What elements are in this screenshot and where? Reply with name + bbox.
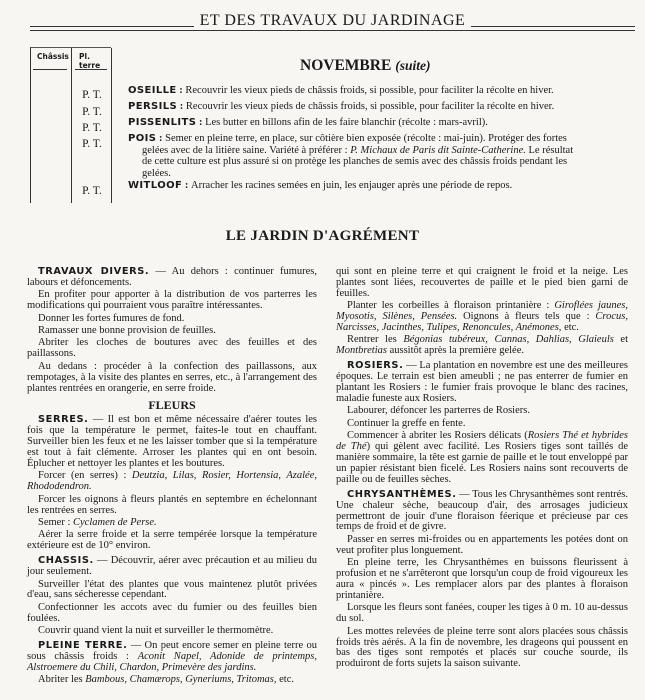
table-header-pleine-terre: Pl. terre [79, 52, 101, 70]
table-cell-pt: P. T. [82, 122, 102, 134]
vegetable-text: Recouvrir les vieux pieds de châssis froids, si possible, pour faciliter la récolte en hiver. [185, 101, 555, 112]
paragraph: En pleine terre, les Chrysanthèmes en buissons fleurissent à profusion et ne s'arrêteront que lorsqu'un coup de froid vigoureux les aura « pincés ». Les remplacer alors par des plantes à floraison printanière. [336, 557, 628, 601]
paragraph: Surveiller l'état des plantes que vous maintenez plutôt privées d'eau, sans sécheresse cependant. [27, 578, 317, 601]
paragraph: Forcer les oignons à fleurs plantés en septembre en échelonnant les rentrées en serres. [27, 493, 317, 516]
vegetable-text: Recouvrir les vieux pieds de châssis froids, si possible, pour faciliter la récolte en hiver. [185, 85, 554, 96]
right-column [336, 267, 628, 672]
left-column [27, 267, 317, 688]
vegetable-text-cont: de cette culture est plus assuré si on protège les planches de semis avec des châssis froids pendant les [142, 156, 568, 167]
header-underline [33, 69, 67, 70]
paragraph: Donner les fortes fumures de fond. [38, 312, 185, 324]
paragraph: Commencer à abriter les Rosiers délicats (Rosiers Thé et hybrides de Thé) qui gèlent avec facilité. Les Rosiers tiges sont taillés de manière sommaire, la tête est garnie de paille et le tout enveloppé par un papier résistant bien ficelé. Les Rosiers nains sont recouverts de paille ou de feuilles sèches. [336, 430, 628, 485]
paragraph: ROSIERS. — La plantation en novembre est une des meilleures époques. Le terrain est bien ameubli ; ne pas enterrer de fumier en plantant les Rosiers : le fumier frais provoque le blanc des racines, maladie funeste aux Rosiers. [336, 360, 628, 404]
vegetable-name: POIS [128, 133, 157, 144]
paragraph: Forcer (en serres) : Deutzia, Lilas, Rosier, Hortensia, Azalée, Rhododendron. [27, 470, 317, 493]
paragraph: CHASSIS. — Découvrir, aérer avec précaution et au milieu du jour seulement. [27, 555, 317, 578]
month-title [300, 57, 431, 75]
vegetable-entry: PERSILS : Recouvrir les vieux pieds de châssis froids, si possible, pour faciliter la récolte en hiver. [128, 101, 555, 112]
paragraph: SERRES. — Il est bon et même nécessaire d'aérer toutes les fois que la température le permet, faites-le tout en chauffant. Surveiller bien les feux et ne les laisser tomber que si la température est tout à fait clémente. Arroser les plantes qui en ont besoin. Éplucher et nettoyer les plantes et les boutures. [27, 414, 317, 469]
table-header-chassis: Châssis [37, 52, 69, 61]
running-head [30, 10, 635, 32]
paragraph: Passer en serres mi-froides ou en appartements les potées dont on veut profiter plus longuement. [336, 533, 628, 556]
paragraph: TRAVAUX DIVERS. — Au dehors : continuer fumures, labours et défoncements. [27, 266, 317, 288]
vegetable-text: Arracher les racines semées en juin, les enjauger après une période de repos. [190, 180, 513, 191]
table-cell-pt: P. T. [82, 185, 102, 197]
table-divider [111, 48, 112, 203]
running-head-title: ET DES TRAVAUX DU JARDINAGE [194, 12, 472, 29]
paragraph: Les mottes relevées de pleine terre sont alors placées sous châssis froids très aérés. A la fin de novembre, les drageons qui poussent en bas des tiges sont rempotés et placés sur couche sourde, ils produiront de forts sujets la saison suivante. [336, 625, 628, 670]
paragraph: Lorsque les fleurs sont fanées, couper les tiges à 0 m. 10 au-dessus du sol. [336, 602, 628, 625]
section-title: LE JARDIN D'AGRÉMENT [225, 228, 420, 244]
vegetable-name: WITLOOF [128, 180, 183, 191]
vegetable-entry: POIS : Semer en pleine terre, en place, sur côtière bien exposée (récolte : mai-juin). Protéger des fortes gelées avec de la litière saine. Variété à préférer : P. Michaux de Paris dit Sainte-Catherine. Le résultat de cette culture est plus assuré si on protège les planches de semis avec des châssis froids pendant les gelées. [128, 133, 638, 179]
paragraph: PLEINE TERRE. — On peut encore semer en pleine terre ou sous châssis froids : Aconit Napel, Adonide de printemps, Alstroemere du Chili, Chardon, Primevère des jardins. [27, 640, 317, 673]
month-suffix: (suite) [395, 58, 431, 73]
paragraph: Abriter les Bambous, Chamærops, Gyneriums, Tritomas, etc. [38, 674, 295, 686]
table-cell-pt: P. T. [82, 89, 102, 101]
vegetable-entry: OSEILLE : Recouvrir les vieux pieds de châssis froids, si possible, pour faciliter la récolte en hiver. [128, 85, 554, 96]
paragraph: Continuer la greffe en fente. [347, 417, 466, 429]
paragraph: CHRYSANTHÈMES. — Tous les Chrysanthèmes sont rentrés. Une chaleur sèche, beaucoup d'air, des arrosages judicieux permettront de jouir d'une floraison féerique et précieuse par ces temps de froid et de givre. [336, 488, 628, 533]
paragraph: Aérer la serre froide et la serre tempérée lorsque la température extérieure est de 10° environ. [27, 529, 317, 552]
vegetable-name: PERSILS [128, 101, 178, 112]
paragraph: En profiter pour apporter à la distribution de vos parterres les modifications qui pourraient vous paraître intéressantes. [27, 289, 317, 312]
vegetable-text-cont: gelées avec de la litière saine. Variété à préférer : P. Michaux de Paris dit Sainte-Catherine. Le résultat [142, 144, 574, 156]
paragraph: Labourer, défoncer les parterres de Rosiers. [347, 405, 530, 417]
vegetable-entry: PISSENLITS : Les butter en billons afin de les faire blanchir (récolte : mars-avril). [128, 117, 488, 128]
paragraph: Au dedans : procéder à la confection des paillassons, aux rempotages, à la visite des plantes en serres, etc., à l'arrangement des plantes rentrées en orangerie, en serre froide. [27, 360, 317, 394]
paragraph: Semer : Cyclamen de Perse. [38, 517, 157, 529]
table-divider [71, 48, 72, 203]
vegetable-entry: WITLOOF : Arracher les racines semées en juin, les enjauger après une période de repos. [128, 180, 513, 191]
paragraph: Ramasser une bonne provision de feuilles. [38, 325, 216, 337]
subsection-title: FLEURS [148, 398, 196, 413]
vegetable-text-cont: gelées. [142, 167, 171, 179]
vegetable-name: PISSENLITS [128, 117, 197, 128]
chassis-pleine-terre-table [30, 47, 111, 203]
paragraph: Couvrir quand vient la nuit et surveiller le thermomètre. [38, 625, 274, 637]
paragraph: Confectionner les accots avec du fumier ou des feuilles bien foulées. [27, 601, 317, 624]
header-underline [75, 69, 107, 70]
table-cell-pt: P. T. [82, 138, 102, 150]
paragraph: Planter les corbeilles à floraison printanière : Giroflées jaunes, Myosotis, Silènes, Pensées. Oignons à fleurs tels que : Crocus, Narcisses, Jacinthes, Tulipes, Renoncules, Anémones, etc. [336, 300, 628, 334]
vegetable-text: Semer en pleine terre, en place, sur côtière bien exposée (récolte : mai-juin). Protéger des fortes [165, 133, 567, 144]
paragraph: Abriter les cloches de boutures avec des feuilles et des paillassons. [27, 337, 317, 360]
paragraph: qui sont en pleine terre et qui craignent le froid et la neige. Les plantes sont liées, recouvertes de paille et le pied bien garni de feuilles. [336, 266, 628, 299]
paragraph: Rentrer les Bégonias tubéreux, Cannas, Dahlias, Glaieuls et Montbretias aussitôt après la première gelée. [336, 334, 628, 357]
month-name: NOVEMBRE [300, 57, 392, 74]
vegetable-name: OSEILLE [128, 85, 177, 96]
vegetable-text: Les butter en billons afin de les faire blanchir (récolte : mars-avril). [205, 117, 488, 128]
table-cell-pt: P. T. [82, 106, 102, 118]
